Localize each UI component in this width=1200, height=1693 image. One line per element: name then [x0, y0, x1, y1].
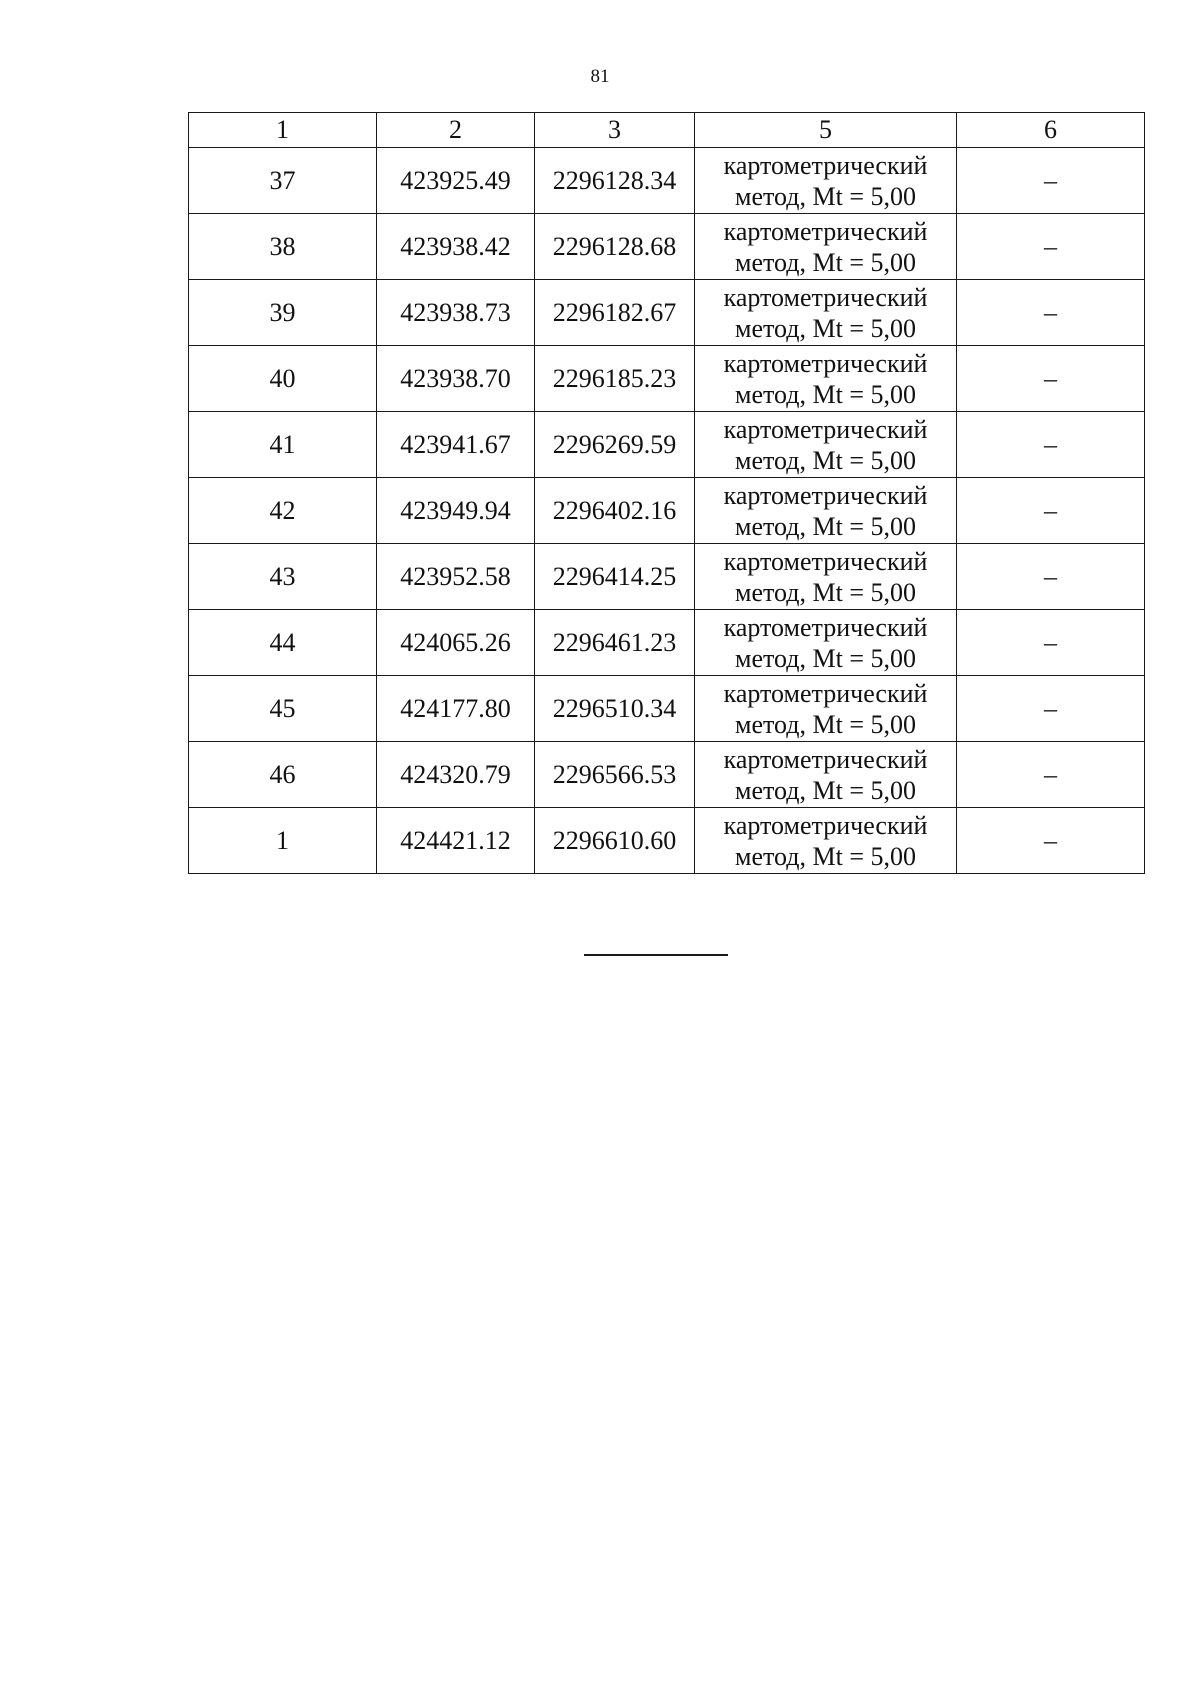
method-line-1: картометрический	[723, 150, 928, 180]
y-coordinate: 2296402.16	[535, 478, 695, 544]
table-row	[189, 412, 1145, 478]
method-line-2: метод, Mt = 5,00	[735, 841, 916, 871]
method-cell	[695, 412, 957, 478]
table-row	[189, 478, 1145, 544]
method-cell	[695, 478, 957, 544]
y-coordinate: 2296461.23	[535, 610, 695, 676]
point-number: 45	[189, 676, 377, 742]
header-row	[189, 113, 1145, 148]
x-coordinate: 424320.79	[377, 742, 535, 808]
point-number: 41	[189, 412, 377, 478]
method-line-2: метод, Mt = 5,00	[735, 643, 916, 673]
y-coordinate: 2296414.25	[535, 544, 695, 610]
x-coordinate: 424065.26	[377, 610, 535, 676]
point-number: 43	[189, 544, 377, 610]
y-coordinate: 2296610.60	[535, 808, 695, 874]
x-coordinate: 424421.12	[377, 808, 535, 874]
page-number: 81	[590, 66, 610, 87]
table-header	[189, 113, 1145, 148]
x-coordinate: 423949.94	[377, 478, 535, 544]
method-line-2: метод, Mt = 5,00	[735, 313, 916, 343]
y-coordinate: 2296185.23	[535, 346, 695, 412]
note-cell: –	[957, 808, 1145, 874]
table-row	[189, 214, 1145, 280]
table-row	[189, 148, 1145, 214]
method-cell	[695, 742, 957, 808]
method-line-2: метод, Mt = 5,00	[735, 709, 916, 739]
note-cell: –	[957, 544, 1145, 610]
method-line-1: картометрический	[723, 282, 928, 312]
header-col-1: 1	[189, 113, 377, 148]
y-coordinate: 2296269.59	[535, 412, 695, 478]
coordinates-table	[188, 112, 1145, 874]
point-number: 44	[189, 610, 377, 676]
method-line-1: картометрический	[723, 480, 928, 510]
method-line-1: картометрический	[723, 546, 928, 576]
method-line-1: картометрический	[723, 810, 928, 840]
y-coordinate: 2296566.53	[535, 742, 695, 808]
table-row	[189, 808, 1145, 874]
method-cell	[695, 214, 957, 280]
x-coordinate: 423925.49	[377, 148, 535, 214]
point-number: 37	[189, 148, 377, 214]
point-number: 38	[189, 214, 377, 280]
table-row	[189, 280, 1145, 346]
method-line-2: метод, Mt = 5,00	[735, 511, 916, 541]
x-coordinate: 423938.70	[377, 346, 535, 412]
method-line-2: метод, Mt = 5,00	[735, 181, 916, 211]
method-line-1: картометрический	[723, 744, 928, 774]
note-cell: –	[957, 412, 1145, 478]
method-cell	[695, 346, 957, 412]
method-line-2: метод, Mt = 5,00	[735, 445, 916, 475]
y-coordinate: 2296128.34	[535, 148, 695, 214]
x-coordinate: 423952.58	[377, 544, 535, 610]
method-line-2: метод, Mt = 5,00	[735, 775, 916, 805]
method-cell	[695, 544, 957, 610]
table-row	[189, 742, 1145, 808]
note-cell: –	[957, 280, 1145, 346]
method-line-2: метод, Mt = 5,00	[735, 379, 916, 409]
method-cell	[695, 610, 957, 676]
method-cell	[695, 280, 957, 346]
table-row	[189, 610, 1145, 676]
method-line-2: метод, Mt = 5,00	[735, 247, 916, 277]
header-col-6: 6	[957, 113, 1145, 148]
note-cell: –	[957, 478, 1145, 544]
method-cell	[695, 676, 957, 742]
note-cell: –	[957, 610, 1145, 676]
method-line-1: картометрический	[723, 348, 928, 378]
table-body	[189, 148, 1145, 874]
note-cell: –	[957, 346, 1145, 412]
x-coordinate: 423941.67	[377, 412, 535, 478]
y-coordinate: 2296510.34	[535, 676, 695, 742]
method-line-1: картометрический	[723, 216, 928, 246]
note-cell: –	[957, 742, 1145, 808]
header-col-5: 5	[695, 113, 957, 148]
note-cell: –	[957, 148, 1145, 214]
point-number: 46	[189, 742, 377, 808]
table-row	[189, 346, 1145, 412]
x-coordinate: 424177.80	[377, 676, 535, 742]
end-of-document-rule	[584, 954, 728, 956]
method-line-2: метод, Mt = 5,00	[735, 577, 916, 607]
point-number: 40	[189, 346, 377, 412]
header-col-2: 2	[377, 113, 535, 148]
y-coordinate: 2296182.67	[535, 280, 695, 346]
table-row	[189, 676, 1145, 742]
note-cell: –	[957, 676, 1145, 742]
y-coordinate: 2296128.68	[535, 214, 695, 280]
method-line-1: картометрический	[723, 414, 928, 444]
x-coordinate: 423938.73	[377, 280, 535, 346]
method-cell	[695, 808, 957, 874]
point-number: 1	[189, 808, 377, 874]
table-row	[189, 544, 1145, 610]
method-line-1: картометрический	[723, 612, 928, 642]
point-number: 42	[189, 478, 377, 544]
point-number: 39	[189, 280, 377, 346]
header-col-3: 3	[535, 113, 695, 148]
note-cell: –	[957, 214, 1145, 280]
method-cell	[695, 148, 957, 214]
method-line-1: картометрический	[723, 678, 928, 708]
x-coordinate: 423938.42	[377, 214, 535, 280]
